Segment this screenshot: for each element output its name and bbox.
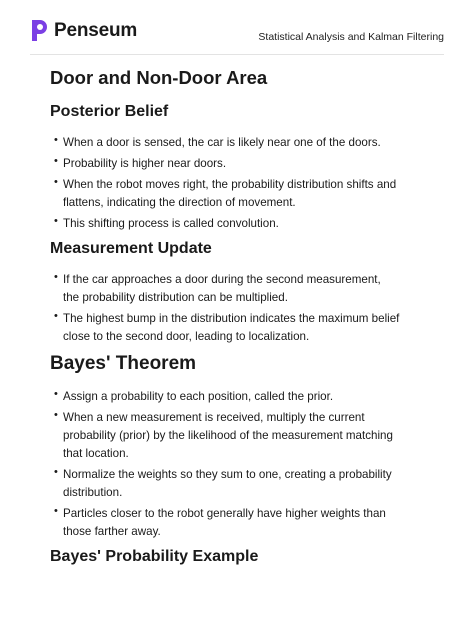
measurement-update-list bbox=[50, 271, 400, 346]
bullet-icon: • bbox=[54, 176, 58, 188]
header-divider bbox=[30, 54, 444, 55]
bullet-icon: • bbox=[54, 388, 58, 400]
bayes-theorem-list bbox=[50, 388, 400, 541]
list-item: • When a door is sensed, the car is likely near one of the doors. bbox=[50, 134, 400, 152]
bullet-icon: • bbox=[54, 215, 58, 227]
brand-name: Penseum bbox=[54, 19, 138, 41]
list-item: • If the car approaches a door during the second measurement, the probability distribution can be multiplied. bbox=[50, 271, 400, 307]
bullet-icon: • bbox=[54, 155, 58, 167]
bullet-icon: • bbox=[54, 134, 58, 146]
bullet-icon: • bbox=[54, 505, 58, 517]
heading-bayes-theorem: Bayes' Theorem bbox=[50, 353, 197, 374]
bullet-icon: • bbox=[54, 409, 58, 421]
penseum-logo[interactable] bbox=[30, 18, 137, 43]
list-item: • Particles closer to the robot generally have higher weights than those farther away. bbox=[50, 505, 400, 541]
heading-measurement-update: Measurement Update bbox=[50, 240, 212, 257]
document-title: Statistical Analysis and Kalman Filtering bbox=[258, 31, 444, 43]
list-item: • When a new measurement is received, multiply the current probability (prior) by the likelihood of the measurement matching that location. bbox=[50, 409, 400, 463]
list-item: • When the robot moves right, the probability distribution shifts and flattens, indicating the direction of movement. bbox=[50, 176, 400, 212]
heading-posterior-belief: Posterior Belief bbox=[50, 103, 169, 120]
penseum-logo-icon bbox=[30, 18, 48, 43]
list-item: • Assign a probability to each position, called the prior. bbox=[50, 388, 400, 406]
page-header bbox=[0, 0, 474, 54]
posterior-belief-list bbox=[50, 134, 400, 233]
bullet-icon: • bbox=[54, 466, 58, 478]
bullet-icon: • bbox=[54, 310, 58, 322]
list-item: • Normalize the weights so they sum to one, creating a probability distribution. bbox=[50, 466, 400, 502]
heading-door-area: Door and Non-Door Area bbox=[50, 67, 268, 88]
list-item: • The highest bump in the distribution indicates the maximum belief close to the second door, leading to localization. bbox=[50, 310, 400, 346]
list-item: • This shifting process is called convolution. bbox=[50, 215, 400, 233]
list-item: • Probability is higher near doors. bbox=[50, 155, 400, 173]
bullet-icon: • bbox=[54, 271, 58, 283]
heading-bayes-probability-example: Bayes' Probability Example bbox=[50, 548, 259, 565]
document-body bbox=[50, 66, 400, 579]
